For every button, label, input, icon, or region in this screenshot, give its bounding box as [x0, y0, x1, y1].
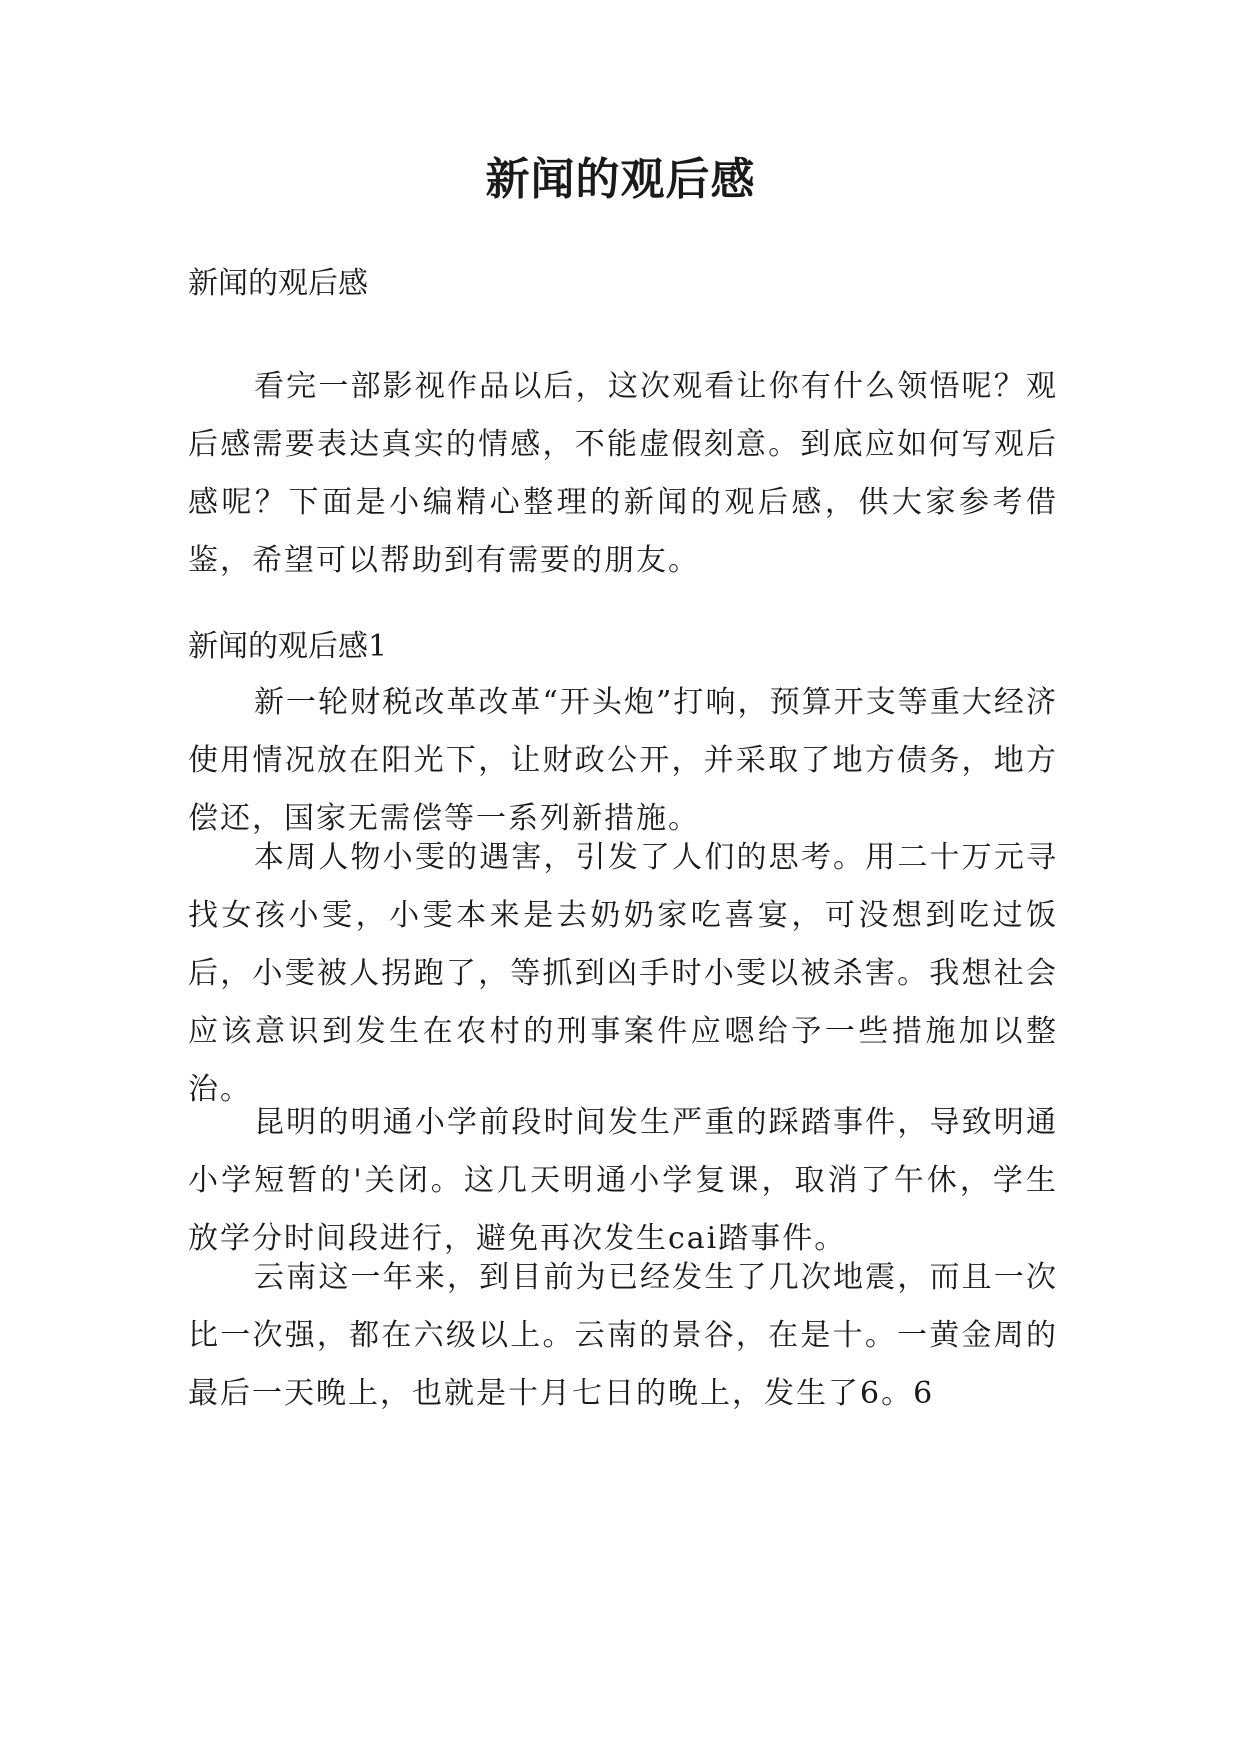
document-subtitle: 新闻的观后感 — [188, 266, 368, 301]
body-paragraph-2: 本周人物小雯的遇害，引发了人们的思考。用二十万元寻找女孩小雯，小雯本来是去奶奶家吃喜宴，可没想到吃过饭后，小雯被人拐跑了，等抓到凶手时小雯以被杀害。我想社会应该意识到发生在农村的刑事案件应嗯给予一些措施加以整治。 — [188, 840, 1058, 1107]
document-title: 新闻的观后感 — [485, 154, 756, 205]
body-paragraph-4: 云南这一年来，到目前为已经发生了几次地震，而且一次比一次强，都在六级以上。云南的景谷，在是十。一黄金周的最后一天晚上，也就是十月七日的晚上，发生了6。6 — [188, 1260, 1058, 1411]
body-paragraph-3: 昆明的明通小学前段时间发生严重的踩踏事件，导致明通小学短暂的'关闭。这几天明通小学复课，取消了午休，学生放学分时间段进行，避免再次发生cai踏事件。 — [188, 1105, 1058, 1256]
section-heading: 新闻的观后感1 — [188, 629, 388, 664]
body-paragraph-1: 新一轮财税改革改革“开头炮”打响，预算开支等重大经济使用情况放在阳光下，让财政公开，并采取了地方债务，地方偿还，国家无需偿等一系列新措施。 — [188, 685, 1058, 836]
intro-paragraph: 看完一部影视作品以后，这次观看让你有什么领悟呢？观后感需要表达真实的情感，不能虚假刻意。到底应如何写观后感呢？下面是小编精心整理的新闻的观后感，供大家参考借鉴，希望可以帮助到有需要的朋友。 — [188, 369, 1058, 578]
